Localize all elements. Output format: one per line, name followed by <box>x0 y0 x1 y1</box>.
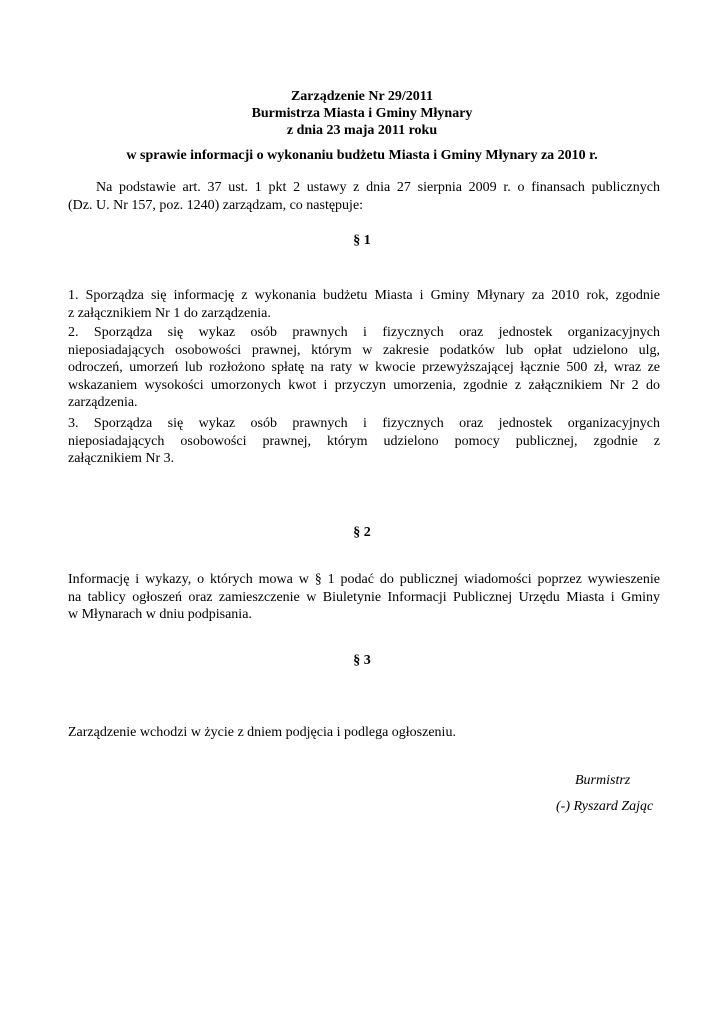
item-line: załącznikiem Nr 3. <box>68 451 175 466</box>
item-line: nieposiadających osobowości prawnej, którym w zakresie podatków lub opłat udzielono ulg, <box>68 342 660 358</box>
section-2-text <box>68 571 660 624</box>
ordinance-date: z dnia 23 maja 2011 roku <box>286 123 438 138</box>
item-line: zarządzenia. <box>68 395 138 410</box>
section-3-heading: § 3 <box>353 653 371 668</box>
section-line: Informację i wykazy, o których mowa w § 1 podać do publicznej wiadomości poprzez wywieszenie <box>68 572 660 587</box>
item-line: 3. Sporządza się wykaz osób prawnych i fizycznych oraz jednostek organizacyjnych <box>68 416 660 431</box>
item-line: z załącznikiem Nr 1 do zarządzenia. <box>68 305 271 321</box>
section-1-item-1 <box>68 287 660 322</box>
preamble-line: Na podstawie art. 37 ust. 1 pkt 2 ustawy z dnia 27 sierpnia 2009 r. o finansach publicznych <box>96 180 660 195</box>
preamble <box>68 179 660 214</box>
ordinance-subject: w sprawie informacji o wykonaniu budżetu Miasta i Gminy Młynary za 2010 r. <box>126 148 598 163</box>
section-line: na tablicy ogłoszeń oraz zamieszczenie w Biuletynie Informacji Publicznej Urzędu Miasta i Gminy <box>68 589 660 605</box>
item-line: nieposiadających osobowości prawnej, którym udzielono pomocy publicznej, zgodnie z <box>68 433 660 449</box>
preamble-line: (Dz. U. Nr 157, poz. 1240) zarządzam, co następuje: <box>68 197 364 213</box>
signature-name: (-) Ryszard Zając <box>556 799 654 814</box>
item-line: odroczeń, umorzeń lub rozłożono spłatę na raty w kwocie przewyższającej łącznie 500 zł, wraz ze <box>68 360 660 375</box>
signature-title: Burmistrz <box>575 773 631 788</box>
section-line: w Młynarach w dniu podpisania. <box>68 607 252 622</box>
item-line: wskazaniem wysokości umorzonych kwot i przyczyn umorzenia, zgodnie z załącznikiem Nr 2 do <box>68 377 660 393</box>
item-line: 2. Sporządza się wykaz osób prawnych i fizycznych oraz jednostek organizacyjnych <box>68 325 660 340</box>
section-3-text <box>68 724 660 742</box>
section-1-heading: § 1 <box>353 233 371 248</box>
section-1-item-3 <box>68 415 660 468</box>
ordinance-issuer: Burmistrza Miasta i Gminy Młynary <box>251 106 473 121</box>
section-line: Zarządzenie wchodzi w życie z dniem podjęcia i podlega ogłoszeniu. <box>68 725 456 740</box>
item-line: 1. Sporządza się informację z wykonania budżetu Miasta i Gminy Młynary za 2010 rok, zgodnie <box>68 288 660 303</box>
section-2-heading: § 2 <box>353 525 371 540</box>
ordinance-number: Zarządzenie Nr 29/2011 <box>290 89 434 104</box>
section-1-item-2 <box>68 324 660 412</box>
